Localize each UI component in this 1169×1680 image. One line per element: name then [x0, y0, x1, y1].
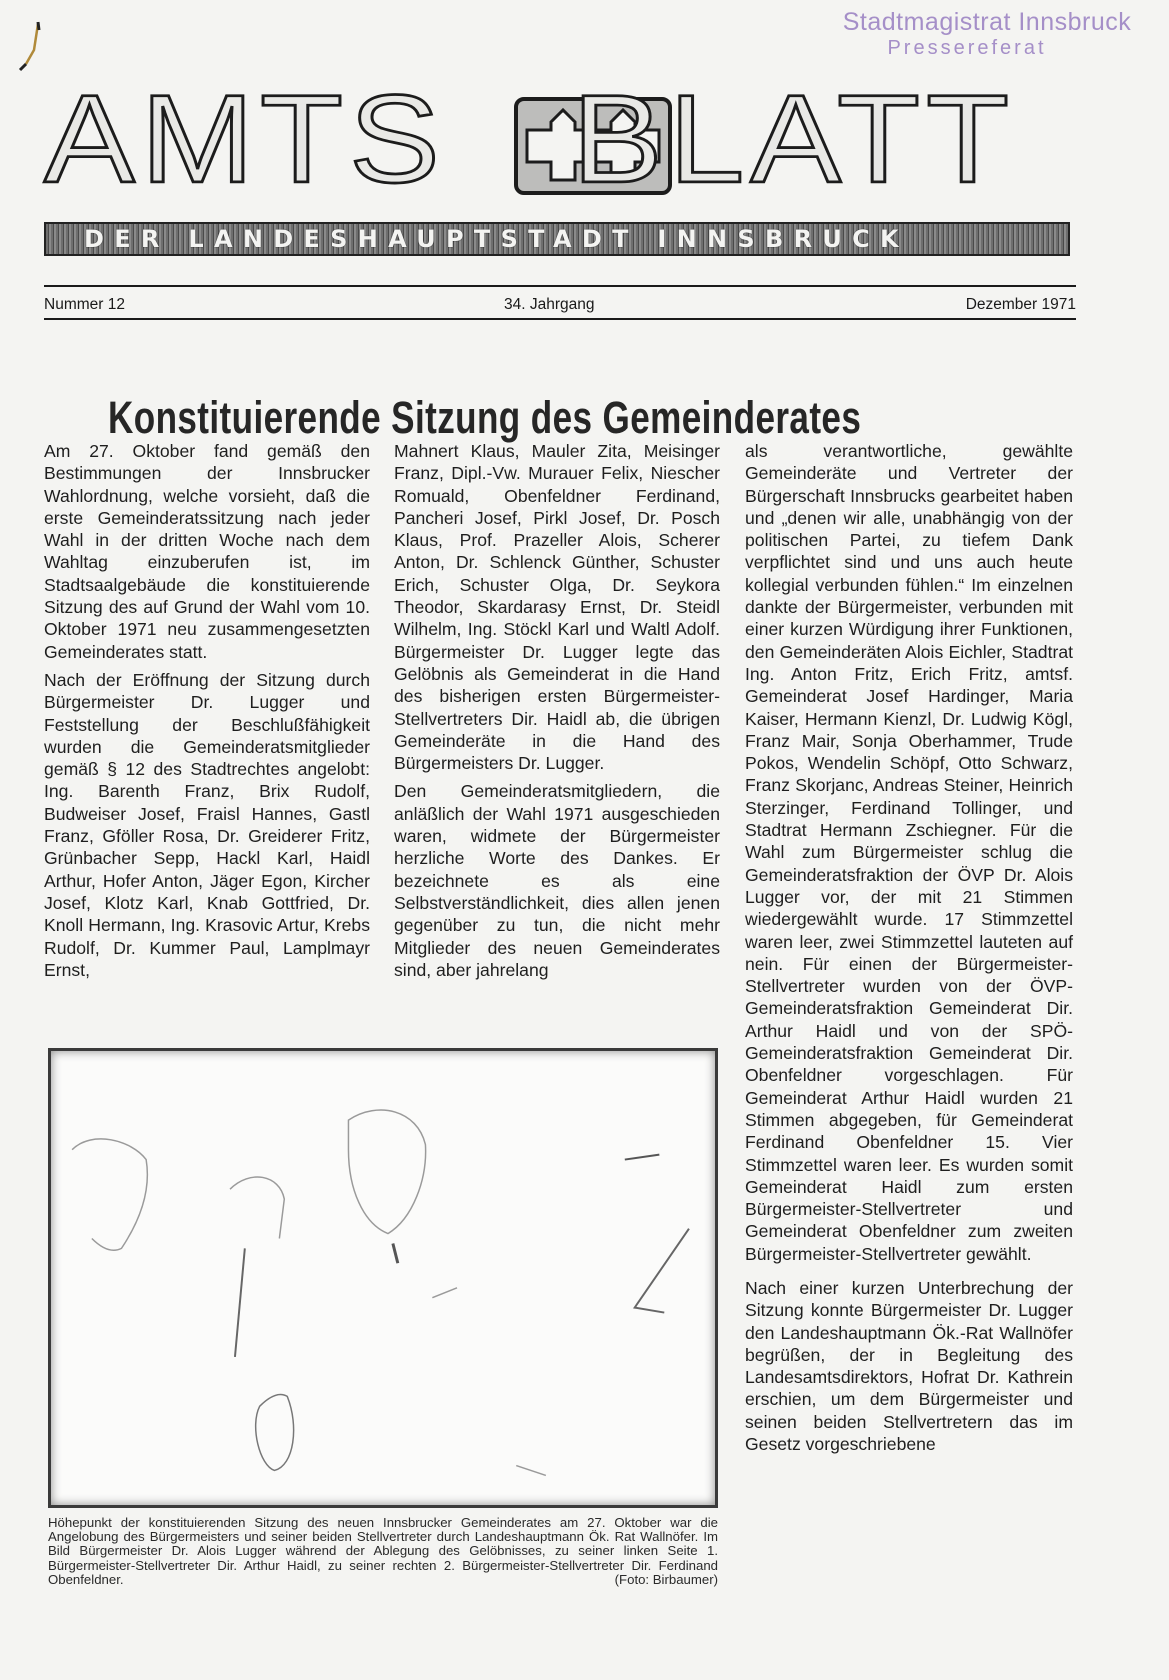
paragraph: Am 27. Oktober fand gemäß den Bestimmungen der Innsbrucker Wahlordnung, welche vorsieht, daß die erste Gemeinderatssitzung nach jeder Wahl in der dritten Woche nach dem Wahltag einzuberufen ist, im Stadtsaalgebäude die konstituierende Sitzung des auf Grund der Wahl vom 10. Oktober 1971 neu zusammengesetzten Gemeinderates statt.	[44, 441, 370, 662]
issue-volume: 34. Jahrgang	[504, 296, 595, 313]
paragraph: Nach der Eröffnung der Sitzung durch Bürgermeister Dr. Lugger und Feststellung der Beschlußfähigkeit wurden die Gemeinderatsmitglieder gemäß § 12 des Stadtrechtes angelobt: Ing. Barenth Franz, Brix Rudolf, Budweiser Josef, Fraisl Hannes, Gastl Franz, Gföller Rosa, Dr. Greiderer Fritz, Grünbacher Sepp, Hackl Karl, Haidl Arthur, Hofer Anton, Jäger Egon, Kircher Josef, Klotz Karl, Knab Gottfried, Dr. Knoll Hermann, Ing. Krasovic Artur, Krebs Rudolf, Dr. Kummer Paul, Lamplmayr Ernst,	[44, 669, 370, 980]
ceremony-photo	[48, 1048, 718, 1508]
masthead-title-right: BLATT	[572, 68, 1016, 209]
masthead-title-left: AMTS	[44, 68, 446, 209]
article-headline: Konstituierende Sitzung des Gemeinderates	[108, 392, 862, 444]
office-stamp	[805, 8, 1169, 60]
article-column-3	[745, 440, 1073, 1461]
banner-text: DER LANDESHAUPTSTADT INNSBRUCK	[84, 225, 909, 253]
article-column-1	[44, 440, 370, 987]
photo-figures-icon	[51, 1051, 715, 1505]
divider-top	[44, 285, 1076, 287]
paragraph: Den Gemeinderatsmitgliedern, die anläßlich der Wahl 1971 ausgeschieden waren, widmete der Bürgermeister herzliche Worte des Dankes. Er bezeichnete es als eine Selbstverständlichkeit, dies allen jenen gegenüber zu tun, die nicht mehr Mitglieder des neuen Gemeinderates sind, aber jahrelang	[394, 781, 720, 980]
paragraph: Mahnert Klaus, Mauler Zita, Meisinger Franz, Dipl.-Vw. Murauer Felix, Niescher Romuald, Obenfeldner Ferdinand, Pancheri Josef, Pirkl Josef, Dr. Posch Klaus, Prof. Prazeller Alois, Scherer Anton, Dr. Schlenck Günther, Schuster Erich, Schuster Olga, Dr. Seykora Theodor, Skardarasy Ernst, Dr. Steidl Wilhelm, Ing. Stöckl Karl und Waltl Adolf. Bürgermeister Dr. Lugger legte das Gelöbnis als Gemeinderat in die Hand des bisherigen ersten Bürgermeister-Stellvertreters Dir. Haidl ab, die übrigen Gemeinderäte in die Hand des Bürgermeisters Dr. Lugger.	[394, 441, 720, 774]
photo-caption	[48, 1516, 718, 1587]
masthead-banner	[44, 222, 1070, 256]
masthead	[44, 68, 1074, 209]
stamp-line-2: Pressereferat	[887, 37, 1047, 59]
photo-credit: (Foto: Birbaumer)	[614, 1571, 718, 1587]
paragraph: als verantwortliche, gewählte Gemeinderäte und Vertreter der Bürgerschaft Innsbrucks gearbeitet haben und „denen wir alle, unabhängig von der politischen Partei, zu tiefem Dank verpflichtet sind und uns auch heute kollegial verbunden fühlen.“ Im einzelnen dankte der Bürgermeister, verbunden mit einer kurzen Würdigung ihrer Funktionen, den Gemeinderäten Alois Eichler, Stadtrat Ing. Anton Fritz, Erich Fritz, amtsf. Gemeinderat Josef Hardinger, Maria Kaiser, Hermann Kienzl, Dr. Ludwig Kögl, Franz Mair, Sonja Oberhammer, Trude Pokos, Wendelin Schöpf, Otto Schwarz, Franz Skorjanc, Andreas Steiner, Heinrich Sterzinger, Ferdinand Tollinger, und Stadtrat Hermann Zschiegner. Für die Wahl zum Bürgermeister schlug die Gemeinderatsfraktion der ÖVP Dr. Alois Lugger vor, der mit 21 Stimmen wiedergewählt wurde. 17 Stimmzettel waren leer, zwei Stimmzettel lauteten auf nein. Für einen der Bürgermeister-Stellvertreter wurden von der ÖVP-Gemeinderatsfraktion Gemeinderat Dir. Arthur Haidl und von der SPÖ-Gemeinderatsfraktion Gemeinderat Dir. Obenfeldner vorgeschlagen. Für Gemeinderat Arthur Haidl wurden 21 Stimmen abgegeben, für Gemeinderat Ferdinand Obenfeldner 15. Vier Stimmzettel waren leer. Es wurden somit Gemeinderat Haidl zum ersten Bürgermeister-Stellvertreter und Gemeinderat Obenfeldner zum zweiten Bürgermeister-Stellvertreter gewählt.	[745, 441, 1073, 1264]
caption-text: Höhepunkt der konstituierenden Sitzung des neuen Innsbrucker Gemeinderates am 27. Oktober war die Angelobung des Bürgermeisters und seiner beiden Stellvertreter durch Landeshauptmann Ök. Rat Wallnöfer. Im Bild Bürgermeister Dr. Alois Lugger während der Ablegung des Gelöbnisses, zu seiner linken Seite 1. Bürgermeister-Stellvertreter Dir. Arthur Haidl, zu seiner rechten 2. Bürgermeister-Stellvertreter Dir. Ferdinand Obenfeldner.	[48, 1515, 718, 1587]
article-column-2	[394, 440, 720, 987]
paragraph: Nach einer kurzen Unterbrechung der Sitzung konnte Bürgermeister Dr. Lugger den Landeshauptmann Ök.-Rat Wallnöfer begrüßen, der in Begleitung des Landesamtsdirektors, Hofrat Dr. Kathrein erschien, um dem Bürgermeister und seinen beiden Stellvertretern das im Gesetz vorgeschriebene	[745, 1277, 1073, 1455]
issue-date: Dezember 1971	[965, 296, 1076, 313]
divider-bottom	[44, 318, 1076, 320]
issue-number: Nummer 12	[44, 296, 125, 313]
issue-info-row	[44, 296, 1076, 316]
stamp-line-1: Stadtmagistrat Innsbruck	[842, 8, 1132, 36]
